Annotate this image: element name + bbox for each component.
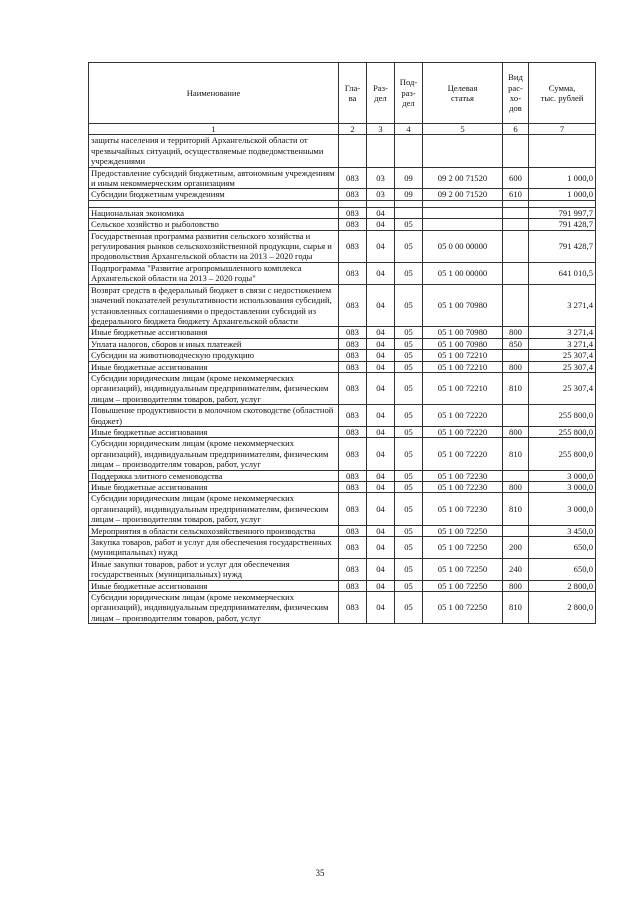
column-number: 6 [503, 124, 529, 135]
cell-target: 05 1 00 72210 [423, 350, 503, 361]
cell-chapter: 083 [339, 372, 367, 404]
column-number: 4 [395, 124, 423, 135]
cell-expense-type: 600 [503, 167, 529, 189]
cell-amount [529, 135, 596, 167]
cell-expense-type [503, 262, 529, 284]
cell-amount: 3 271,4 [529, 284, 596, 327]
cell-chapter: 083 [339, 327, 367, 338]
cell-expense-type [503, 470, 529, 481]
cell-chapter: 083 [339, 230, 367, 262]
cell-section: 04 [367, 592, 395, 624]
cell-expense-type [503, 230, 529, 262]
cell-target [423, 219, 503, 230]
table-row [89, 219, 596, 230]
cell-section: 04 [367, 470, 395, 481]
cell-chapter: 083 [339, 525, 367, 536]
cell-subsection: 05 [395, 219, 423, 230]
cell-section: 04 [367, 558, 395, 580]
table-row [89, 284, 596, 327]
cell-amount: 255 800,0 [529, 405, 596, 427]
cell-subsection: 05 [395, 361, 423, 372]
cell-chapter: 083 [339, 167, 367, 189]
cell-section: 04 [367, 580, 395, 591]
cell-name: Закупка товаров, работ и услуг для обеспечения государственных (муниципальных) нужд [89, 537, 339, 559]
cell-target: 09 2 00 71520 [423, 167, 503, 189]
cell-name: Предоставление субсидий бюджетным, автономным учреждениям и иным некоммерческим организациям [89, 167, 339, 189]
cell-chapter: 083 [339, 262, 367, 284]
cell-expense-type: 240 [503, 558, 529, 580]
cell-subsection: 05 [395, 558, 423, 580]
cell-target [423, 135, 503, 167]
empty-cell [423, 200, 503, 207]
cell-subsection: 05 [395, 230, 423, 262]
table-body [89, 135, 596, 624]
cell-section: 04 [367, 537, 395, 559]
cell-name: Иные бюджетные ассигнования [89, 482, 339, 493]
table-row [89, 426, 596, 437]
cell-subsection: 05 [395, 372, 423, 404]
cell-section: 04 [367, 372, 395, 404]
cell-target: 05 1 00 72230 [423, 493, 503, 525]
cell-name: Иные бюджетные ассигнования [89, 327, 339, 338]
empty-cell [529, 200, 596, 207]
cell-expense-type [503, 525, 529, 536]
cell-subsection: 05 [395, 592, 423, 624]
cell-subsection: 05 [395, 405, 423, 427]
cell-target: 05 1 00 72250 [423, 592, 503, 624]
cell-expense-type [503, 405, 529, 427]
cell-amount: 3 271,4 [529, 327, 596, 338]
table-row [89, 167, 596, 189]
cell-target: 05 1 00 72220 [423, 405, 503, 427]
cell-section: 04 [367, 350, 395, 361]
cell-chapter: 083 [339, 361, 367, 372]
header-subsection: Под- раз- дел [395, 63, 423, 124]
cell-expense-type: 850 [503, 338, 529, 349]
cell-name: Государственная программа развития сельского хозяйства и регулирования рынков сельскохозяйственной продукции, сырья и продовольствия Архангельской области на 2013 – 2020 годы [89, 230, 339, 262]
cell-subsection: 05 [395, 525, 423, 536]
table-row [89, 592, 596, 624]
table-row [89, 200, 596, 207]
cell-expense-type: 610 [503, 189, 529, 200]
table-header-row [89, 63, 596, 124]
cell-chapter: 083 [339, 219, 367, 230]
cell-target: 05 1 00 72220 [423, 438, 503, 470]
table-row [89, 438, 596, 470]
column-number: 1 [89, 124, 339, 135]
cell-section: 03 [367, 189, 395, 200]
budget-table [88, 62, 596, 624]
cell-amount: 641 010,5 [529, 262, 596, 284]
column-number-row [89, 124, 596, 135]
cell-subsection: 05 [395, 470, 423, 481]
cell-expense-type [503, 207, 529, 218]
cell-name: Иные бюджетные ассигнования [89, 580, 339, 591]
table-row [89, 230, 596, 262]
cell-expense-type [503, 135, 529, 167]
table-row [89, 372, 596, 404]
header-expense-type: Вид рас- хо- дов [503, 63, 529, 124]
table-row [89, 207, 596, 218]
cell-subsection: 05 [395, 580, 423, 591]
cell-amount: 791 997,7 [529, 207, 596, 218]
cell-target: 05 1 00 70980 [423, 284, 503, 327]
cell-subsection [395, 135, 423, 167]
cell-amount: 791 428,7 [529, 230, 596, 262]
cell-section: 03 [367, 167, 395, 189]
cell-chapter: 083 [339, 405, 367, 427]
cell-subsection: 05 [395, 327, 423, 338]
cell-section: 04 [367, 219, 395, 230]
cell-amount: 25 307,4 [529, 372, 596, 404]
cell-chapter: 083 [339, 482, 367, 493]
cell-target: 09 2 00 71520 [423, 189, 503, 200]
cell-chapter: 083 [339, 592, 367, 624]
cell-target: 05 1 00 72220 [423, 426, 503, 437]
cell-name: Субсидии юридическим лицам (кроме некоммерческих организаций), индивидуальным предпринимателям, физическим лицам – производителям товаров, работ, услуг [89, 592, 339, 624]
cell-amount: 1 000,0 [529, 167, 596, 189]
cell-amount: 3 450,0 [529, 525, 596, 536]
cell-section: 04 [367, 438, 395, 470]
cell-section: 04 [367, 338, 395, 349]
cell-chapter: 083 [339, 470, 367, 481]
cell-chapter [339, 135, 367, 167]
cell-section: 04 [367, 284, 395, 327]
cell-amount: 25 307,4 [529, 350, 596, 361]
cell-chapter: 083 [339, 438, 367, 470]
table-row [89, 350, 596, 361]
cell-amount: 25 307,4 [529, 361, 596, 372]
cell-name: Иные бюджетные ассигнования [89, 426, 339, 437]
column-number: 2 [339, 124, 367, 135]
cell-target: 05 1 00 72230 [423, 470, 503, 481]
table-row [89, 482, 596, 493]
cell-amount: 2 800,0 [529, 580, 596, 591]
cell-expense-type: 800 [503, 426, 529, 437]
table-row [89, 580, 596, 591]
table-row [89, 262, 596, 284]
cell-name: Иные бюджетные ассигнования [89, 361, 339, 372]
cell-target: 05 1 00 70980 [423, 327, 503, 338]
cell-subsection: 05 [395, 426, 423, 437]
cell-name: Субсидии юридическим лицам (кроме некоммерческих организаций), индивидуальным предпринимателям, физическим лицам – производителям товаров, работ, услуг [89, 372, 339, 404]
cell-amount: 3 000,0 [529, 493, 596, 525]
cell-subsection [395, 207, 423, 218]
cell-section: 04 [367, 405, 395, 427]
cell-expense-type: 800 [503, 580, 529, 591]
cell-name: защиты населения и территорий Архангельской области от чрезвычайных ситуаций, осуществляемые подведомственными учреждениями [89, 135, 339, 167]
header-target: Целевая статья [423, 63, 503, 124]
cell-subsection: 05 [395, 482, 423, 493]
cell-name: Поддержка элитного семеноводства [89, 470, 339, 481]
cell-chapter: 083 [339, 207, 367, 218]
cell-target: 05 1 00 70980 [423, 338, 503, 349]
cell-chapter: 083 [339, 189, 367, 200]
cell-target: 05 1 00 72250 [423, 558, 503, 580]
cell-subsection: 09 [395, 189, 423, 200]
cell-name: Повышение продуктивности в молочном скотоводстве (областной бюджет) [89, 405, 339, 427]
cell-amount: 1 000,0 [529, 189, 596, 200]
cell-section: 04 [367, 262, 395, 284]
cell-section: 04 [367, 426, 395, 437]
header-name: Наименование [89, 63, 339, 124]
cell-chapter: 083 [339, 537, 367, 559]
cell-amount: 255 800,0 [529, 438, 596, 470]
table-row [89, 558, 596, 580]
cell-target: 05 1 00 72250 [423, 537, 503, 559]
cell-subsection: 05 [395, 350, 423, 361]
cell-subsection: 05 [395, 338, 423, 349]
table-row [89, 470, 596, 481]
cell-subsection: 05 [395, 262, 423, 284]
cell-amount: 3 000,0 [529, 482, 596, 493]
cell-expense-type: 810 [503, 493, 529, 525]
cell-expense-type: 810 [503, 438, 529, 470]
cell-expense-type: 800 [503, 482, 529, 493]
cell-chapter: 083 [339, 580, 367, 591]
cell-amount: 2 800,0 [529, 592, 596, 624]
cell-expense-type: 200 [503, 537, 529, 559]
cell-amount: 791 428,7 [529, 219, 596, 230]
cell-name: Подпрограмма "Развитие агропромышленного комплекса Архангельской области на 2013 – 2020 годы" [89, 262, 339, 284]
cell-target [423, 207, 503, 218]
cell-target: 05 1 00 72230 [423, 482, 503, 493]
column-number: 3 [367, 124, 395, 135]
cell-subsection: 05 [395, 493, 423, 525]
cell-name: Уплата налогов, сборов и иных платежей [89, 338, 339, 349]
table-row [89, 189, 596, 200]
cell-name: Субсидии на животноводческую продукцию [89, 350, 339, 361]
cell-subsection: 05 [395, 284, 423, 327]
cell-target: 05 1 00 00000 [423, 262, 503, 284]
cell-chapter: 083 [339, 558, 367, 580]
cell-name: Субсидии юридическим лицам (кроме некоммерческих организаций), индивидуальным предпринимателям, физическим лицам – производителям товаров, работ, услуг [89, 493, 339, 525]
header-amount: Сумма, тыс. рублей [529, 63, 596, 124]
cell-subsection: 09 [395, 167, 423, 189]
cell-target: 05 1 00 72250 [423, 525, 503, 536]
table-row [89, 525, 596, 536]
cell-subsection: 05 [395, 537, 423, 559]
cell-name: Сельское хозяйство и рыболовство [89, 219, 339, 230]
cell-chapter: 083 [339, 493, 367, 525]
column-number: 7 [529, 124, 596, 135]
empty-cell [395, 200, 423, 207]
header-chapter: Гла- ва [339, 63, 367, 124]
table-row [89, 537, 596, 559]
table-row [89, 361, 596, 372]
cell-section: 04 [367, 525, 395, 536]
table-row [89, 338, 596, 349]
table-row [89, 327, 596, 338]
empty-cell [367, 200, 395, 207]
cell-expense-type [503, 219, 529, 230]
cell-section: 04 [367, 482, 395, 493]
cell-expense-type: 800 [503, 361, 529, 372]
cell-amount: 3 000,0 [529, 470, 596, 481]
empty-cell [339, 200, 367, 207]
cell-chapter: 083 [339, 338, 367, 349]
cell-amount: 650,0 [529, 558, 596, 580]
table-row [89, 405, 596, 427]
cell-expense-type [503, 350, 529, 361]
cell-amount: 3 271,4 [529, 338, 596, 349]
cell-name: Субсидии бюджетным учреждениям [89, 189, 339, 200]
cell-section: 04 [367, 493, 395, 525]
cell-section: 04 [367, 361, 395, 372]
empty-cell [89, 200, 339, 207]
cell-target: 05 1 00 72210 [423, 372, 503, 404]
cell-expense-type [503, 284, 529, 327]
table-row [89, 135, 596, 167]
header-section: Раз- дел [367, 63, 395, 124]
cell-name: Национальная экономика [89, 207, 339, 218]
cell-name: Возврат средств в федеральный бюджет в связи с недостижением значений показателей результативности использования субсидий, установленных соглашениями о предоставлении субсидий из федерального бюджета бюджету Архангельской области [89, 284, 339, 327]
cell-section: 04 [367, 230, 395, 262]
cell-target: 05 1 00 72210 [423, 361, 503, 372]
cell-chapter: 083 [339, 426, 367, 437]
cell-section [367, 135, 395, 167]
cell-name: Иные закупки товаров, работ и услуг для обеспечения государственных (муниципальных) нужд [89, 558, 339, 580]
cell-target: 05 1 00 72250 [423, 580, 503, 591]
cell-subsection: 05 [395, 438, 423, 470]
cell-expense-type: 810 [503, 372, 529, 404]
cell-target: 05 0 00 00000 [423, 230, 503, 262]
cell-section: 04 [367, 327, 395, 338]
cell-chapter: 083 [339, 350, 367, 361]
empty-cell [503, 200, 529, 207]
cell-amount: 650,0 [529, 537, 596, 559]
cell-chapter: 083 [339, 284, 367, 327]
cell-name: Субсидии юридическим лицам (кроме некоммерческих организаций), индивидуальным предпринимателям, физическим лицам – производителям товаров, работ, услуг [89, 438, 339, 470]
cell-name: Мероприятия в области сельскохозяйственного производства [89, 525, 339, 536]
cell-section: 04 [367, 207, 395, 218]
cell-expense-type: 800 [503, 327, 529, 338]
table-row [89, 493, 596, 525]
cell-expense-type: 810 [503, 592, 529, 624]
page-number: 35 [315, 868, 325, 878]
column-number: 5 [423, 124, 503, 135]
cell-amount: 255 800,0 [529, 426, 596, 437]
